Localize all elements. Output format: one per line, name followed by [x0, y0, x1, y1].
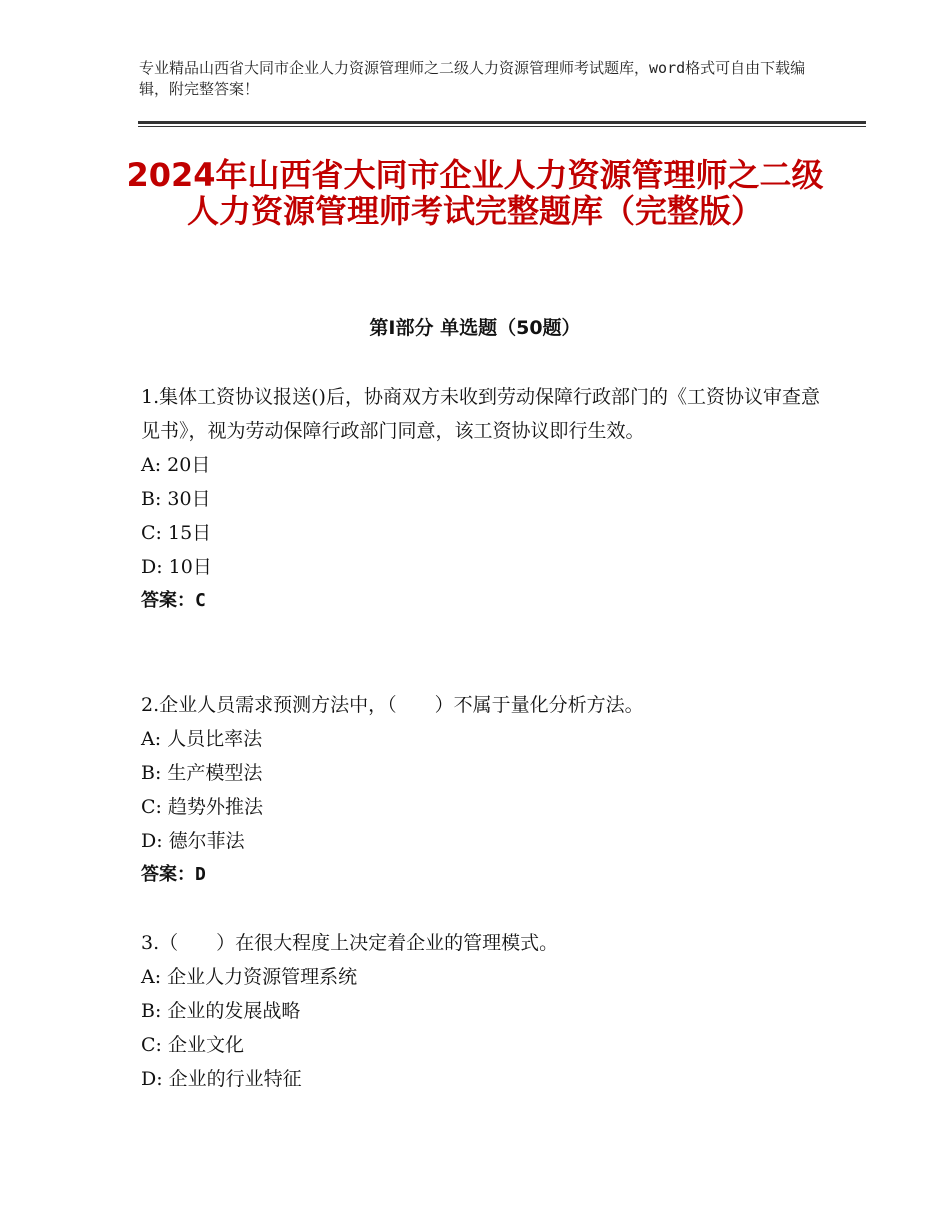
answer-line	[141, 858, 831, 892]
option-a: A: 20日	[141, 454, 211, 476]
question-2	[141, 688, 831, 892]
question-text: 3.（ ）在很大程度上决定着企业的管理模式。	[141, 932, 559, 954]
option-d: D: 德尔菲法	[141, 830, 245, 852]
option-b: B: 生产模型法	[141, 762, 263, 784]
option-c: C: 15日	[141, 522, 212, 544]
option-c: C: 趋势外推法	[141, 796, 263, 818]
answer-value: C	[195, 590, 206, 611]
question-text: 2.企业人员需求预测方法中，（ ）不属于量化分析方法。	[141, 694, 644, 716]
section-heading: 第Ⅰ部分 单选题（50题）	[369, 317, 581, 339]
option-b: B: 企业的发展战略	[141, 1000, 301, 1022]
answer-label: 答案：	[141, 590, 195, 611]
header-rule-thick	[138, 121, 866, 124]
question-text: 1.集体工资协议报送()后，协商双方未收到劳动保障行政部门的《工资协议审查意见书》，视为劳动保障行政部门同意，该工资协议即行生效。	[141, 386, 820, 442]
answer-line	[141, 584, 831, 618]
header-note: 专业精品山西省大同市企业人力资源管理师之二级人力资源管理师考试题库，word格式可自由下载编辑，附完整答案！	[139, 59, 806, 98]
header-rule-thin	[138, 126, 866, 127]
option-d: D: 企业的行业特征	[141, 1068, 302, 1090]
answer-label: 答案：	[141, 864, 195, 885]
document-title: 2024年山西省大同市企业人力资源管理师之二级人力资源管理师考试完整题库（完整版）	[126, 156, 824, 230]
answer-value: D	[195, 864, 206, 885]
option-b: B: 30日	[141, 488, 211, 510]
question-1	[141, 380, 831, 618]
option-c: C: 企业文化	[141, 1034, 244, 1056]
question-3	[141, 926, 831, 1096]
option-d: D: 10日	[141, 556, 212, 578]
option-a: A: 人员比率法	[141, 728, 263, 750]
option-a: A: 企业人力资源管理系统	[141, 966, 358, 988]
